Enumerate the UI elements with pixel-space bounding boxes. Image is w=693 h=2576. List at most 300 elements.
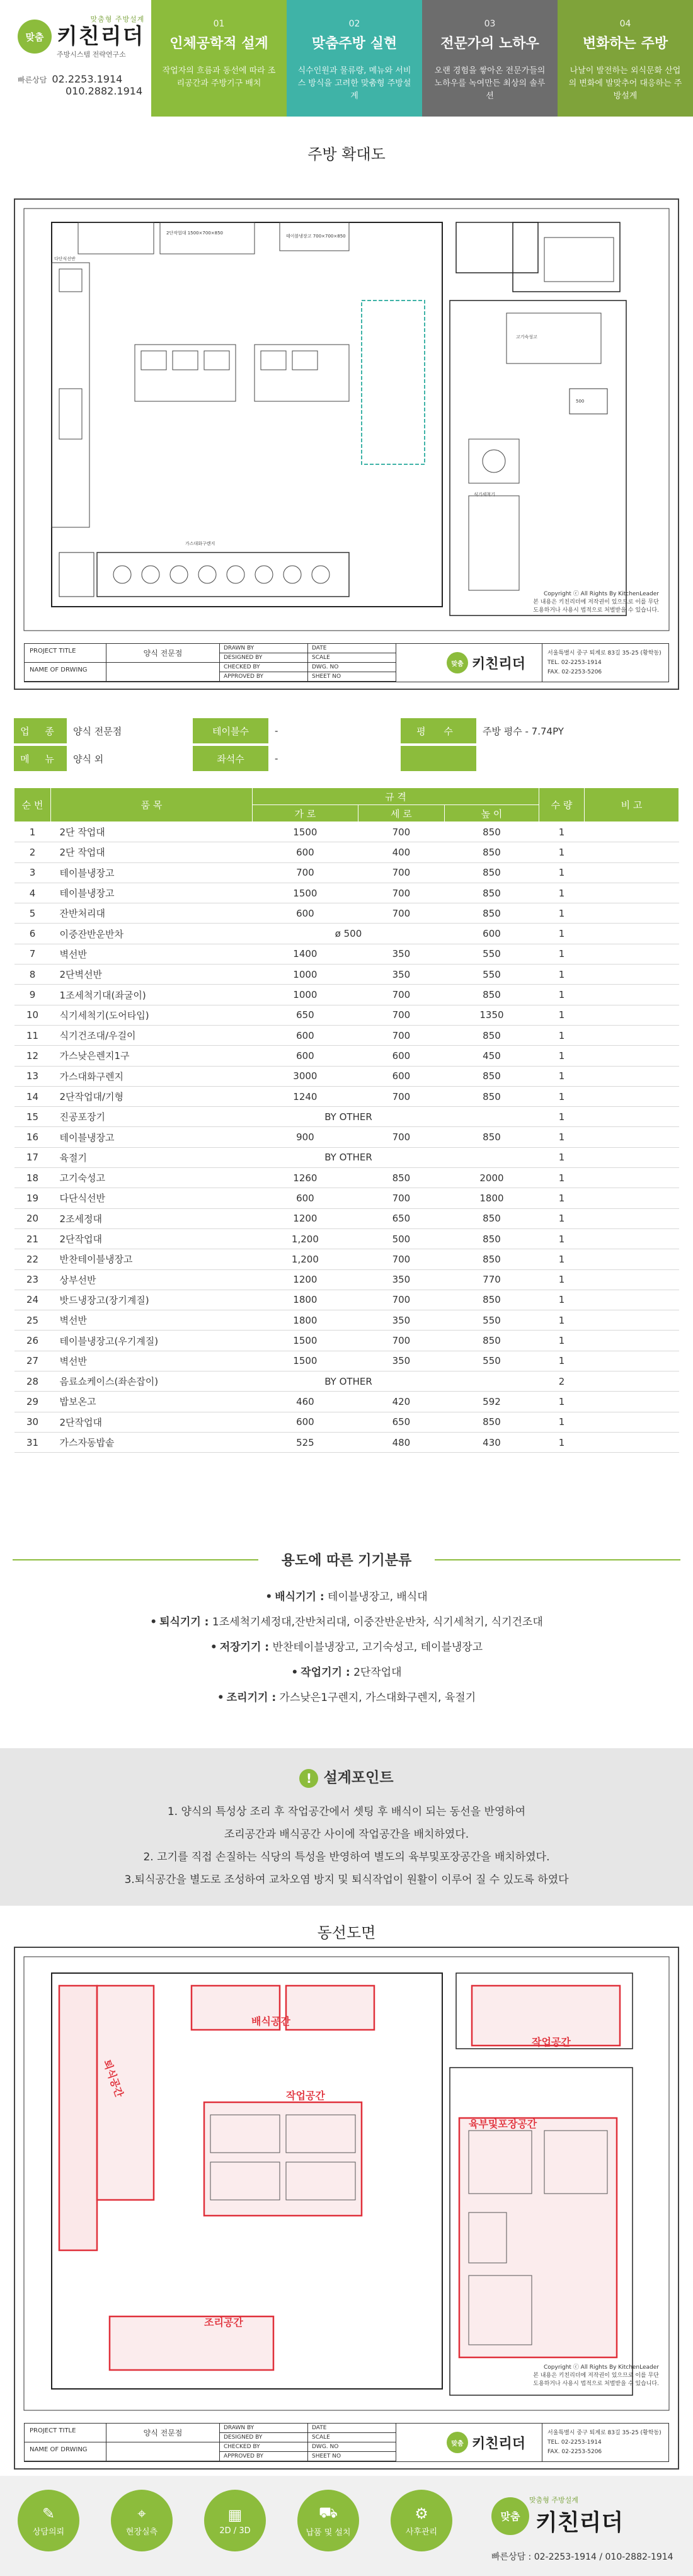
project-info [14, 718, 679, 771]
table-cell [585, 822, 679, 842]
table-cell [585, 1046, 679, 1066]
table-cell: 2 [14, 842, 51, 862]
table-cell [585, 842, 679, 862]
table-cell: 다단식선반 [51, 1188, 253, 1208]
table-row [14, 1310, 679, 1331]
table-cell: 벽선반 [51, 1351, 253, 1371]
table-cell: 1500 [253, 1351, 358, 1371]
table-cell [585, 903, 679, 924]
table-cell: 1260 [253, 1168, 358, 1188]
table-row [14, 1086, 679, 1106]
design-points-title: ! 설계포인트 [0, 1766, 693, 1788]
table-cell: 1 [539, 1086, 585, 1106]
table-cell: BY OTHER [253, 1107, 445, 1127]
table-cell [585, 1310, 679, 1331]
table-cell: 770 [444, 1269, 539, 1290]
table-cell: 테이블냉장고(우기계질) [51, 1331, 253, 1351]
table-row [14, 1249, 679, 1269]
plan-label: 고기숙성고 [516, 335, 537, 340]
table-cell: 27 [14, 1351, 51, 1371]
table-cell: 밧드냉장고(장기계질) [51, 1290, 253, 1310]
table-cell [444, 1371, 539, 1392]
table-cell: 1 [539, 1046, 585, 1066]
table-cell: 1 [539, 1392, 585, 1412]
table-cell: 가스자동밥솥 [51, 1432, 253, 1452]
table-cell: 1200 [253, 1208, 358, 1228]
table-cell: 16 [14, 1127, 51, 1147]
table-cell: 430 [444, 1432, 539, 1452]
flow-plan-drawing [15, 1948, 678, 2468]
table-cell: 1 [539, 1066, 585, 1086]
table-cell: 1000 [253, 985, 358, 1005]
logo-mark: 맞춤 [18, 20, 52, 54]
table-cell: 2단벽선반 [51, 965, 253, 985]
design-point-line: 2. 고기를 직접 손질하는 식당의 특성을 반영하여 별도의 육부및포장공간을 배치하였다. [143, 1850, 550, 1863]
table-row [14, 1147, 679, 1167]
menu-value: 양식 외 [73, 753, 104, 765]
footer-aftercare-button[interactable]: ⚙ 사후관리 [391, 2490, 452, 2551]
table-cell: 1 [539, 1432, 585, 1452]
table-cell [585, 1228, 679, 1249]
table-cell: 1 [539, 1310, 585, 1331]
target-icon: ⌖ [137, 2504, 146, 2522]
table-cell: 850 [444, 1086, 539, 1106]
table-cell: 700 [358, 1086, 444, 1106]
table-cell: 1 [539, 883, 585, 903]
table-cell: 1500 [253, 883, 358, 903]
footer-consult-button[interactable]: ✎ 상담의뢰 [18, 2490, 79, 2551]
table-cell: 1 [539, 1269, 585, 1290]
table-cell: 식기건조대/우걸이 [51, 1025, 253, 1045]
table-cell: 고기숙성고 [51, 1168, 253, 1188]
plan-label: 가스대화구렌지 [185, 541, 215, 546]
table-cell: 25 [14, 1310, 51, 1331]
table-cell: 550 [444, 944, 539, 964]
table-cell [585, 985, 679, 1005]
step-number: 03 [484, 19, 496, 29]
footer-logo[interactable]: 맞춤 맞춤형 주방설계 키친리더 [491, 2495, 623, 2537]
table-row [14, 1208, 679, 1228]
table-cell: 1조세척기대(좌굴이) [51, 985, 253, 1005]
table-cell: 24 [14, 1290, 51, 1310]
kitchen-floor-plan [14, 198, 679, 690]
table-cell: 1 [539, 1412, 585, 1432]
table-cell: 가스낮은렌지1구 [51, 1046, 253, 1066]
table-cell: 850 [444, 842, 539, 862]
table-cell: 15 [14, 1107, 51, 1127]
table-cell: 2 [539, 1371, 585, 1392]
col-spec: 규 격 [253, 788, 539, 805]
table-cell: 700 [253, 862, 358, 883]
table-cell [585, 944, 679, 964]
table-cell: 잔반처리대 [51, 903, 253, 924]
table-cell: 2단 작업대 [51, 822, 253, 842]
table-cell: 1 [539, 822, 585, 842]
contact-label: 빠른상담 [18, 76, 47, 84]
table-cell: 600 [253, 1188, 358, 1208]
step-desc: 오랜 경험을 쌓아온 전문가들의 노하우를 녹여만든 최상의 솔루션 [434, 66, 546, 101]
feature-step-2 [287, 0, 422, 117]
table-cell [585, 1392, 679, 1412]
table-cell: 1200 [253, 1269, 358, 1290]
table-row [14, 1127, 679, 1147]
table-cell: 1240 [253, 1086, 358, 1106]
table-cell: 2000 [444, 1168, 539, 1188]
table-cell: 1 [539, 1290, 585, 1310]
table-cell: 19 [14, 1188, 51, 1208]
table-cell: 600 [253, 1046, 358, 1066]
col-depth: 세 로 [358, 805, 444, 822]
table-cell: 700 [358, 1005, 444, 1025]
table-row [14, 1005, 679, 1025]
truck-icon: ⛟ [318, 2504, 338, 2521]
table-row [14, 1371, 679, 1392]
table-cell: 8 [14, 965, 51, 985]
plan-label: 식기세척기 [474, 492, 495, 497]
table-cell: 6 [14, 924, 51, 944]
table-cell: 850 [358, 1168, 444, 1188]
table-cell: 1000 [253, 965, 358, 985]
zone-work-box [204, 2102, 362, 2216]
table-cell: 600 [444, 924, 539, 944]
table-cell: 벽선반 [51, 944, 253, 964]
table-cell: 480 [358, 1432, 444, 1452]
biz-label: 업 종 [14, 718, 67, 743]
table-row [14, 1107, 679, 1127]
table-cell: 1800 [253, 1310, 358, 1331]
tb-project-value: 양식 전문점 [106, 644, 219, 663]
table-cell: 1 [539, 1127, 585, 1147]
title-block: PROJECT TITLE NAME OF DRWING 양식 전문점 DRAWN BY DESIGNED BY CHECKED BY APPROVED BY DATE SCALE DWG. NO SHEET NO 맞춤 키친리더 서울특별시 중구 퇴계로 83길 35-25 (황학동) TEL. 02-2253-1914 FAX. 02-2253-5206 [24, 643, 669, 682]
classification-title: 용도에 따른 기기분류 [0, 1547, 693, 1572]
col-no: 순 번 [14, 788, 51, 822]
table-cell: 12 [14, 1046, 51, 1066]
table-cell: 350 [358, 1351, 444, 1371]
svg-text:500: 500 [576, 399, 585, 404]
table-cell: 1800 [253, 1290, 358, 1310]
table-cell: 1 [539, 1005, 585, 1025]
table-cell: 1 [539, 944, 585, 964]
table-cell: 600 [253, 903, 358, 924]
table-cell: 850 [444, 822, 539, 842]
table-cell: 테이블냉장고 [51, 883, 253, 903]
table-cell: 밥보온고 [51, 1392, 253, 1412]
table-cell: 700 [358, 1127, 444, 1147]
col-qty: 수 량 [539, 788, 585, 822]
title-block-logo: 맞춤 키친리더 [447, 652, 525, 673]
table-row [14, 944, 679, 964]
table-cell: 1 [539, 1188, 585, 1208]
table-row [14, 842, 679, 862]
table-cell: 650 [253, 1005, 358, 1025]
table-cell: 11 [14, 1025, 51, 1045]
table-cell: 30 [14, 1412, 51, 1432]
table-cell: 9 [14, 985, 51, 1005]
table-cell: 850 [444, 1025, 539, 1045]
step-title: 변화하는 주방 [582, 36, 668, 52]
table-cell: 1,200 [253, 1228, 358, 1249]
table-cell: 2단작업대/기형 [51, 1086, 253, 1106]
table-cell: 600 [253, 842, 358, 862]
table-cell: 850 [444, 862, 539, 883]
table-cell: 14 [14, 1086, 51, 1106]
table-cell [585, 1432, 679, 1452]
step-title: 맞춤주방 실현 [311, 36, 398, 52]
col-width: 가 로 [253, 805, 358, 822]
table-cell [585, 1168, 679, 1188]
plan-label: 다단식선반 [54, 256, 76, 261]
site-header [0, 0, 693, 117]
table-cell: 850 [444, 1331, 539, 1351]
table-cell: 1 [539, 1147, 585, 1167]
table-cell: 10 [14, 1005, 51, 1025]
table-cell: 21 [14, 1228, 51, 1249]
phone-2[interactable]: 010.2882.1914 [66, 85, 143, 97]
footer-measure-button[interactable]: ⌖ 현장실측 [111, 2490, 173, 2551]
table-cell: 700 [358, 1290, 444, 1310]
table-cell [585, 1188, 679, 1208]
table-row [14, 965, 679, 985]
table-cell: 592 [444, 1392, 539, 1412]
table-cell: 400 [358, 842, 444, 862]
table-cell [585, 1412, 679, 1432]
step-desc: 식수인원과 물류량, 메뉴와 서비스 방식을 고려한 맞춤형 주방설계 [297, 66, 411, 101]
table-row [14, 883, 679, 903]
table-cell: 550 [444, 1310, 539, 1331]
logo-tagline: 맞춤형 주방설계 [90, 15, 145, 23]
feature-step-1 [151, 0, 287, 117]
gear-icon: ⚙ [415, 2504, 428, 2522]
table-cell [585, 965, 679, 985]
phone-1[interactable]: 02.2253.1914 [52, 73, 123, 85]
table-cell: 1 [539, 1228, 585, 1249]
table-row [14, 1025, 679, 1045]
table-cell [585, 1249, 679, 1269]
site-footer [0, 2476, 693, 2576]
zone-meat-box [459, 2118, 617, 2357]
table-cell: 육절기 [51, 1147, 253, 1167]
area-label: 평 수 [401, 718, 476, 743]
copyright-note: Copyright ⓒ All Rights By KitchenLeader 본 내용은 키친리더에 저작권이 있으므로 이를 무단 도용하거나 사용시 법적으로 처벌받을 수 있습니다. [533, 591, 659, 614]
table-cell: 20 [14, 1208, 51, 1228]
brand-logo[interactable] [18, 14, 151, 59]
table-cell [585, 1107, 679, 1127]
table-cell: 450 [444, 1046, 539, 1066]
table-cell: 600 [358, 1066, 444, 1086]
table-cell: 1 [539, 1351, 585, 1371]
table-cell: 식기세척기(도어타입) [51, 1005, 253, 1025]
table-cell: 650 [358, 1208, 444, 1228]
table-cell: 1500 [253, 1331, 358, 1351]
table-cell: 벽선반 [51, 1310, 253, 1331]
table-cell: 2단 작업대 [51, 842, 253, 862]
table-cell: 550 [444, 1351, 539, 1371]
table-cell [585, 883, 679, 903]
contact-phones [18, 73, 151, 97]
feature-step-3 [422, 0, 558, 117]
table-cell: 700 [358, 985, 444, 1005]
table-cell: 1 [539, 1025, 585, 1045]
class-item: • 퇴식기기 : 1조세척기세정대,잔반처리대, 이중잔반운반차, 식기세척기, 식기건조대 [150, 1616, 543, 1629]
equipment-table [14, 787, 679, 1453]
table-cell: ø 500 [253, 924, 445, 944]
step-desc: 나날이 발전하는 외식문화 산업의 변화에 발맞추어 대응하는 주방설계 [568, 66, 682, 101]
step-number: 02 [348, 19, 360, 29]
table-cell: 700 [358, 1188, 444, 1208]
table-row [14, 1228, 679, 1249]
table-cell: 1 [539, 924, 585, 944]
zone-work2-label: 작업공간 [532, 2036, 571, 2048]
table-cell: 850 [444, 1228, 539, 1249]
footer-phone[interactable]: 빠른상담 : 02-2253-1914 / 010-2882-1914 [491, 2552, 673, 2562]
table-row [14, 1046, 679, 1066]
brand-area [0, 0, 151, 117]
design-point-line: 1. 양식의 특성상 조리 후 작업공간에서 셋팅 후 배식이 되는 동선을 반영하여 [167, 1805, 526, 1818]
table-cell: 7 [14, 944, 51, 964]
footer-2d3d-button[interactable]: ▦ 2D / 3D [204, 2490, 266, 2551]
seats-label: 좌석수 [193, 746, 268, 771]
table-cell [585, 1331, 679, 1351]
tables-label: 테이블수 [193, 718, 268, 743]
table-cell [585, 924, 679, 944]
zone-cook-label: 조리공간 [204, 2316, 243, 2328]
class-item: • 조리기기 : 가스낮은1구렌지, 가스대화구렌지, 육절기 [217, 1692, 476, 1704]
class-item: • 배식기기 : 테이블냉장고, 배식대 [265, 1591, 428, 1603]
step-number: 01 [213, 19, 225, 29]
table-cell [585, 1127, 679, 1147]
table-cell: 2조세정대 [51, 1208, 253, 1228]
seats-value: - [275, 753, 278, 764]
table-cell: 350 [358, 1310, 444, 1331]
zone-serving-label: 배식공간 [251, 2015, 290, 2027]
table-cell: 1 [14, 822, 51, 842]
table-row [14, 1269, 679, 1290]
table-cell: 700 [358, 1249, 444, 1269]
table-cell: 850 [444, 903, 539, 924]
table-cell: 850 [444, 883, 539, 903]
table-cell [585, 862, 679, 883]
table-row [14, 1412, 679, 1432]
zone-dish-label: 퇴식공간 [101, 2058, 126, 2099]
tables-value: - [275, 725, 278, 736]
table-cell: 26 [14, 1331, 51, 1351]
design-points [0, 1748, 693, 1906]
design-point-line: 조리공간과 배식공간 사이에 작업공간을 배치하였다. [224, 1828, 469, 1841]
table-cell: 1 [539, 1249, 585, 1269]
table-cell: 600 [358, 1046, 444, 1066]
table-cell: 1 [539, 862, 585, 883]
zone-meat-label: 육부및포장공간 [469, 2118, 537, 2130]
table-cell: 1 [539, 903, 585, 924]
table-cell: 850 [444, 1290, 539, 1310]
table-cell: 17 [14, 1147, 51, 1167]
pencil-icon: ✎ [42, 2504, 55, 2522]
step-desc: 작업자의 흐름과 동선에 따라 조리공간과 주방기구 배치 [162, 66, 276, 88]
table-cell: 4 [14, 883, 51, 903]
table-cell: 850 [444, 1127, 539, 1147]
table-cell [444, 1147, 539, 1167]
table-row [14, 1351, 679, 1371]
table-cell: 음료쇼케이스(좌손잡이) [51, 1371, 253, 1392]
table-cell: 테이블냉장고 [51, 1127, 253, 1147]
plan-label: 2단작업대 1500×700×850 [166, 231, 223, 236]
step-title: 전문가의 노하우 [440, 36, 539, 52]
table-cell [585, 1208, 679, 1228]
table-cell: 1 [539, 985, 585, 1005]
table-cell: 700 [358, 903, 444, 924]
table-cell: 700 [358, 1331, 444, 1351]
col-note: 비 고 [585, 788, 679, 822]
table-row [14, 1066, 679, 1086]
table-cell: 반찬테이블냉장고 [51, 1249, 253, 1269]
table-cell: 700 [358, 822, 444, 842]
table-cell: 28 [14, 1371, 51, 1392]
table-cell [585, 1025, 679, 1045]
blueprint-icon: ▦ [227, 2505, 243, 2524]
table-cell [585, 1086, 679, 1106]
table-cell: 600 [253, 1025, 358, 1045]
table-cell [585, 1351, 679, 1371]
table-cell [585, 1066, 679, 1086]
table-cell: 테이블냉장고 [51, 862, 253, 883]
table-cell: 진공포장기 [51, 1107, 253, 1127]
classification-list [0, 1584, 693, 1710]
table-cell [585, 1147, 679, 1167]
table-cell: 650 [358, 1412, 444, 1432]
flow-plan [14, 1947, 679, 2470]
table-cell: 가스대화구렌지 [51, 1066, 253, 1086]
zone-work-label: 작업공간 [286, 2090, 325, 2102]
table-cell: 18 [14, 1168, 51, 1188]
table-cell: 350 [358, 944, 444, 964]
table-row [14, 1168, 679, 1188]
table-row [14, 903, 679, 924]
table-row [14, 1432, 679, 1452]
table-cell: 31 [14, 1432, 51, 1452]
table-cell: 350 [358, 965, 444, 985]
title-block-logo: 맞춤 키친리더 [447, 2432, 525, 2453]
table-cell: 3000 [253, 1066, 358, 1086]
table-row [14, 924, 679, 944]
table-cell [585, 1371, 679, 1392]
design-point-line: 3.퇴식공간을 별도로 조성하여 교차오염 방지 및 퇴식작업이 원활이 이루어 질 수 있도록 하였다 [124, 1873, 569, 1886]
table-cell: 900 [253, 1127, 358, 1147]
footer-delivery-button[interactable]: ⛟ 납품 및 설치 [297, 2490, 359, 2551]
table-row [14, 822, 679, 842]
table-cell: 5 [14, 903, 51, 924]
section-title-plan: 주방 확대도 [307, 146, 386, 163]
table-cell: BY OTHER [253, 1147, 445, 1167]
table-cell: BY OTHER [253, 1371, 445, 1392]
table-cell: 1,200 [253, 1249, 358, 1269]
zone-dish-box [59, 1986, 97, 2250]
feature-steps [151, 0, 693, 117]
table-cell: 13 [14, 1066, 51, 1086]
tb-project-title: PROJECT TITLE [25, 644, 106, 663]
table-cell: 460 [253, 1392, 358, 1412]
table-row [14, 985, 679, 1005]
table-cell: 1 [539, 1331, 585, 1351]
step-number: 04 [619, 19, 631, 29]
table-cell: 1800 [444, 1188, 539, 1208]
table-cell: 420 [358, 1392, 444, 1412]
area-value: 주방 평수 - 7.74PY [483, 725, 564, 737]
table-cell: 1 [539, 965, 585, 985]
table-cell: 3 [14, 862, 51, 883]
table-row [14, 1290, 679, 1310]
table-cell: 2단작업대 [51, 1228, 253, 1249]
table-cell: 1400 [253, 944, 358, 964]
